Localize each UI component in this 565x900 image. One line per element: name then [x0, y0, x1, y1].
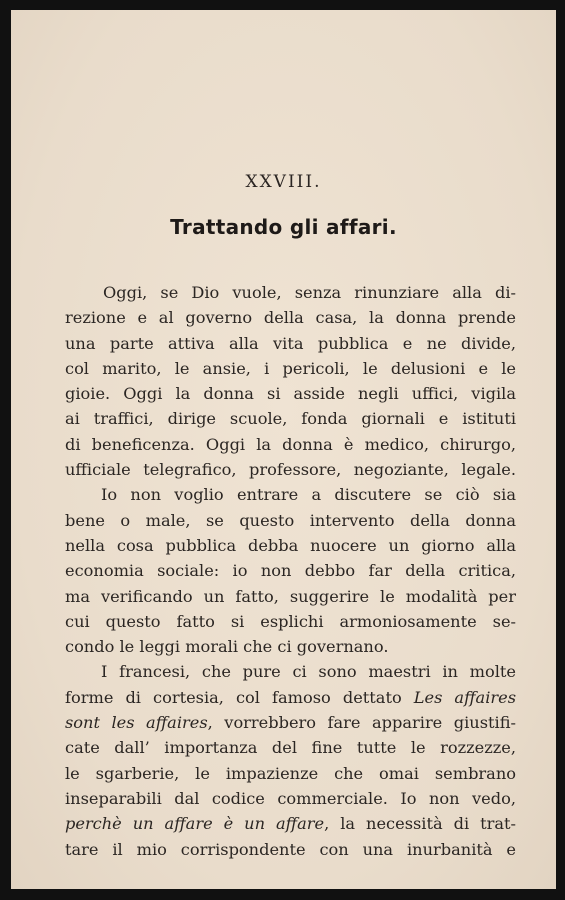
text-line: nella cosa pubblica debba nuocere un giorno alla [65, 535, 516, 555]
text-line: ai traffici, dirige scuole, fonda giornali e istituti [65, 409, 516, 429]
text-line: le sgarberie, le impazienze che omai sembrano [65, 763, 516, 783]
body-text [65, 280, 516, 862]
chapter-title: Trattando gli affari. [170, 215, 397, 239]
chapter-number: XXVIII. [245, 172, 322, 192]
text-line: tare il mio corrispondente con una inurbanità e [65, 839, 516, 859]
italic-phrase: Les affaires [413, 687, 516, 707]
text-line: gioie. Oggi la donna si asside negli uffici, vigila [65, 384, 516, 404]
text-line [65, 811, 516, 836]
text-line: condo le leggi morali che ci governano. [65, 637, 389, 657]
italic-phrase: perchè un affare è un affare [65, 814, 325, 834]
text-segment: , vorrebbero fare apparire giustifi- [207, 713, 516, 733]
book-page [11, 10, 556, 889]
text-line: cate dall’ importanza del fine tutte le rozzezze, [65, 738, 516, 758]
text-line [65, 710, 516, 735]
text-line: inseparabili dal codice commerciale. Io non vedo, [65, 788, 516, 808]
text-line: Io non voglio entrare a discutere se ciò sia [101, 485, 516, 505]
text-line: ma verificando un fatto, suggerire le modalità per [65, 586, 516, 606]
text-line [65, 685, 516, 710]
text-segment: forme di cortesia, col famoso dettato [65, 687, 414, 707]
text-line: I francesi, che pure ci sono maestri in molte [101, 662, 516, 682]
text-line: ufficiale telegrafico, professore, negoziante, legale. [65, 460, 516, 480]
text-line: col marito, le ansie, i pericoli, le delusioni e le [65, 358, 516, 378]
text-line: Oggi, se Dio vuole, senza rinunziare alla di- [103, 283, 516, 302]
text-line: bene o male, se questo intervento della donna [65, 510, 516, 530]
text-line: una parte attiva alla vita pubblica e ne divide, [65, 333, 516, 353]
text-segment: , la necessità di trat- [324, 814, 517, 834]
text-line: rezione e al governo della casa, la donna prende [65, 308, 516, 328]
text-line: cui questo fatto si esplichi armoniosamente se- [65, 611, 516, 631]
italic-phrase: sont les affaires [65, 713, 208, 733]
text-line: economia sociale: io non debbo far della critica, [65, 561, 516, 581]
text-line: di beneficenza. Oggi la donna è medico, chirurgo, [65, 434, 516, 454]
